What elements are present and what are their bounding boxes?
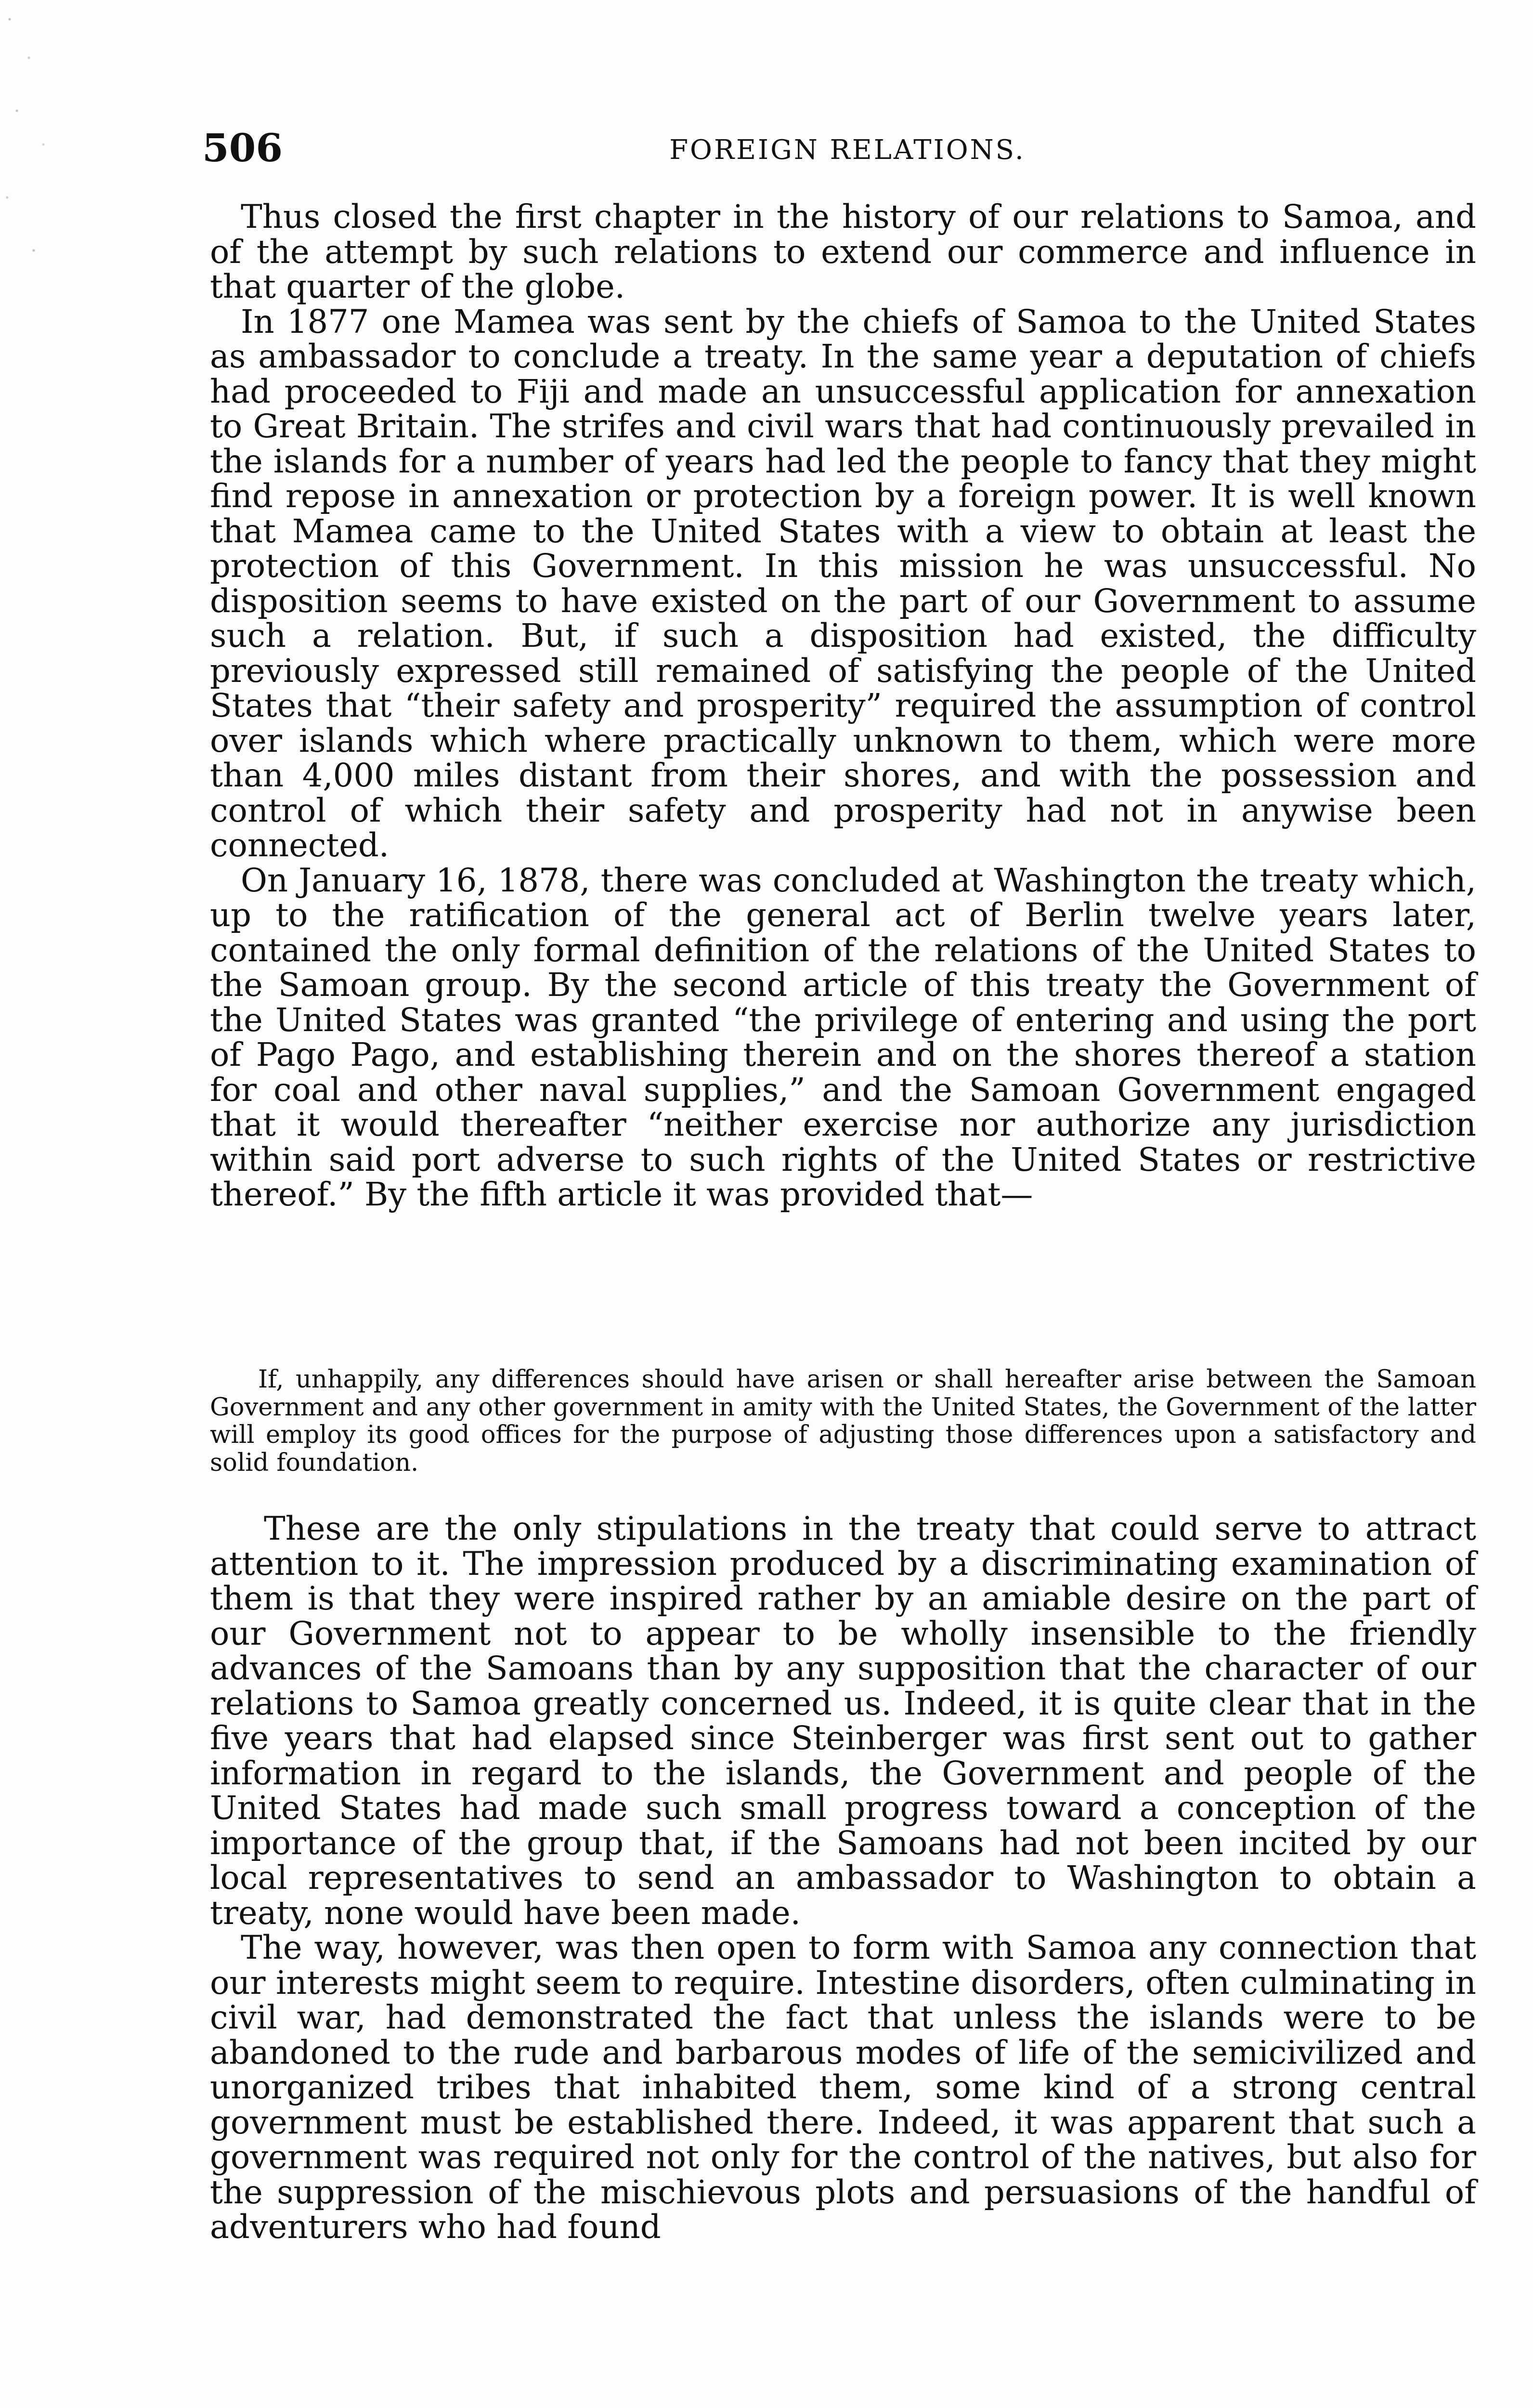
treaty-quote xyxy=(210,1366,1476,1477)
paragraph: The way, however, was then open to form with Samoa any connection that our interests might seem to require. Intestine disorders, often culminating in civil war, had demonstrated the fact that unless the islands were to be abandoned to the rude and barbarous modes of life of the semicivilized and unorganized tribes that inhabited them, some kind of a strong central government must be established there. Indeed, it was apparent that such a government was required not only for the control of the natives, but also for the suppression of the mischievous plots and persuasions of the handful of adventurers who had found xyxy=(210,1929,1476,2246)
paragraph: Thus closed the first chapter in the history of our relations to Samoa, and of the attempt by such relations to extend our commerce and influence in that quarter of the globe. xyxy=(210,198,1476,305)
quote-paragraph: If, unhappily, any differences should have arisen or shall hereafter arise between the Samoan Government and any other government in amity with the United States, the Government of the latter will employ its good offices for the purpose of adjusting those differences upon a satisfactory and solid foundation. xyxy=(210,1365,1476,1477)
body-text-continued xyxy=(210,1511,1476,2245)
page-number: 506 xyxy=(202,125,283,170)
paragraph: In 1877 one Mamea was sent by the chiefs of Samoa to the United States as ambassador to conclude a treaty. In the same year a deputation of chiefs had proceeded to Fiji and made an unsuccessful application for annexation to Great Britain. The strifes and civil wars that had continuously prevailed in the islands for a number of years had led the people to fancy that they might find repose in annexation or protection by a foreign power. It is well known that Mamea came to the United States with a view to obtain at least the protection of this Government. In this mission he was unsuccessful. No disposition seems to have existed on the part of our Government to assume such a relation. But, if such a disposition had existed, the difficulty previously expressed still remained of satisfying the people of the United States that “their safety and prosperity” required the assumption of control over islands which where practically unknown to them, which were more than 4,000 miles distant from their shores, and with the possession and control of which their safety and prosperity had not in anywise been connected. xyxy=(210,302,1476,864)
running-head: FOREIGN RELATIONS. xyxy=(669,134,1026,166)
paragraph: These are the only stipulations in the treaty that could serve to attract attention to it. The impression produced by a discriminating examination of them is that they were inspired rather by an amiable desire on the part of our Government not to appear to be wholly insensible to the friendly advances of the Samoans than by any supposition that the character of our relations to Samoa greatly concerned us. Indeed, it is quite clear that in the five years that had elapsed since Steinberger was first sent out to gather information in regard to the islands, the Government and people of the United States had made such small progress toward a conception of the importance of the group that, if the Samoans had not been incited by our local representatives to send an ambassador to Washington to obtain a treaty, none would have been made. xyxy=(210,1510,1476,1932)
body-text xyxy=(210,199,1476,1212)
paragraph: On January 16, 1878, there was concluded at Washington the treaty which, up to the ratification of the general act of Berlin twelve years later, contained the only formal definition of the relations of the United States to the Samoan group. By the second article of this treaty the Government of the United States was granted “the privilege of entering and using the port of Pago Pago, and establishing therein and on the shores thereof a station for coal and other naval supplies,” and the Samoan Government engaged that it would thereafter “neither exercise nor authorize any jurisdiction within said port adverse to such rights of the United States or restrictive thereof.” By the fifth article it was provided that— xyxy=(210,861,1476,1213)
page-header xyxy=(202,126,1493,170)
page-edge-speckle xyxy=(0,0,67,308)
